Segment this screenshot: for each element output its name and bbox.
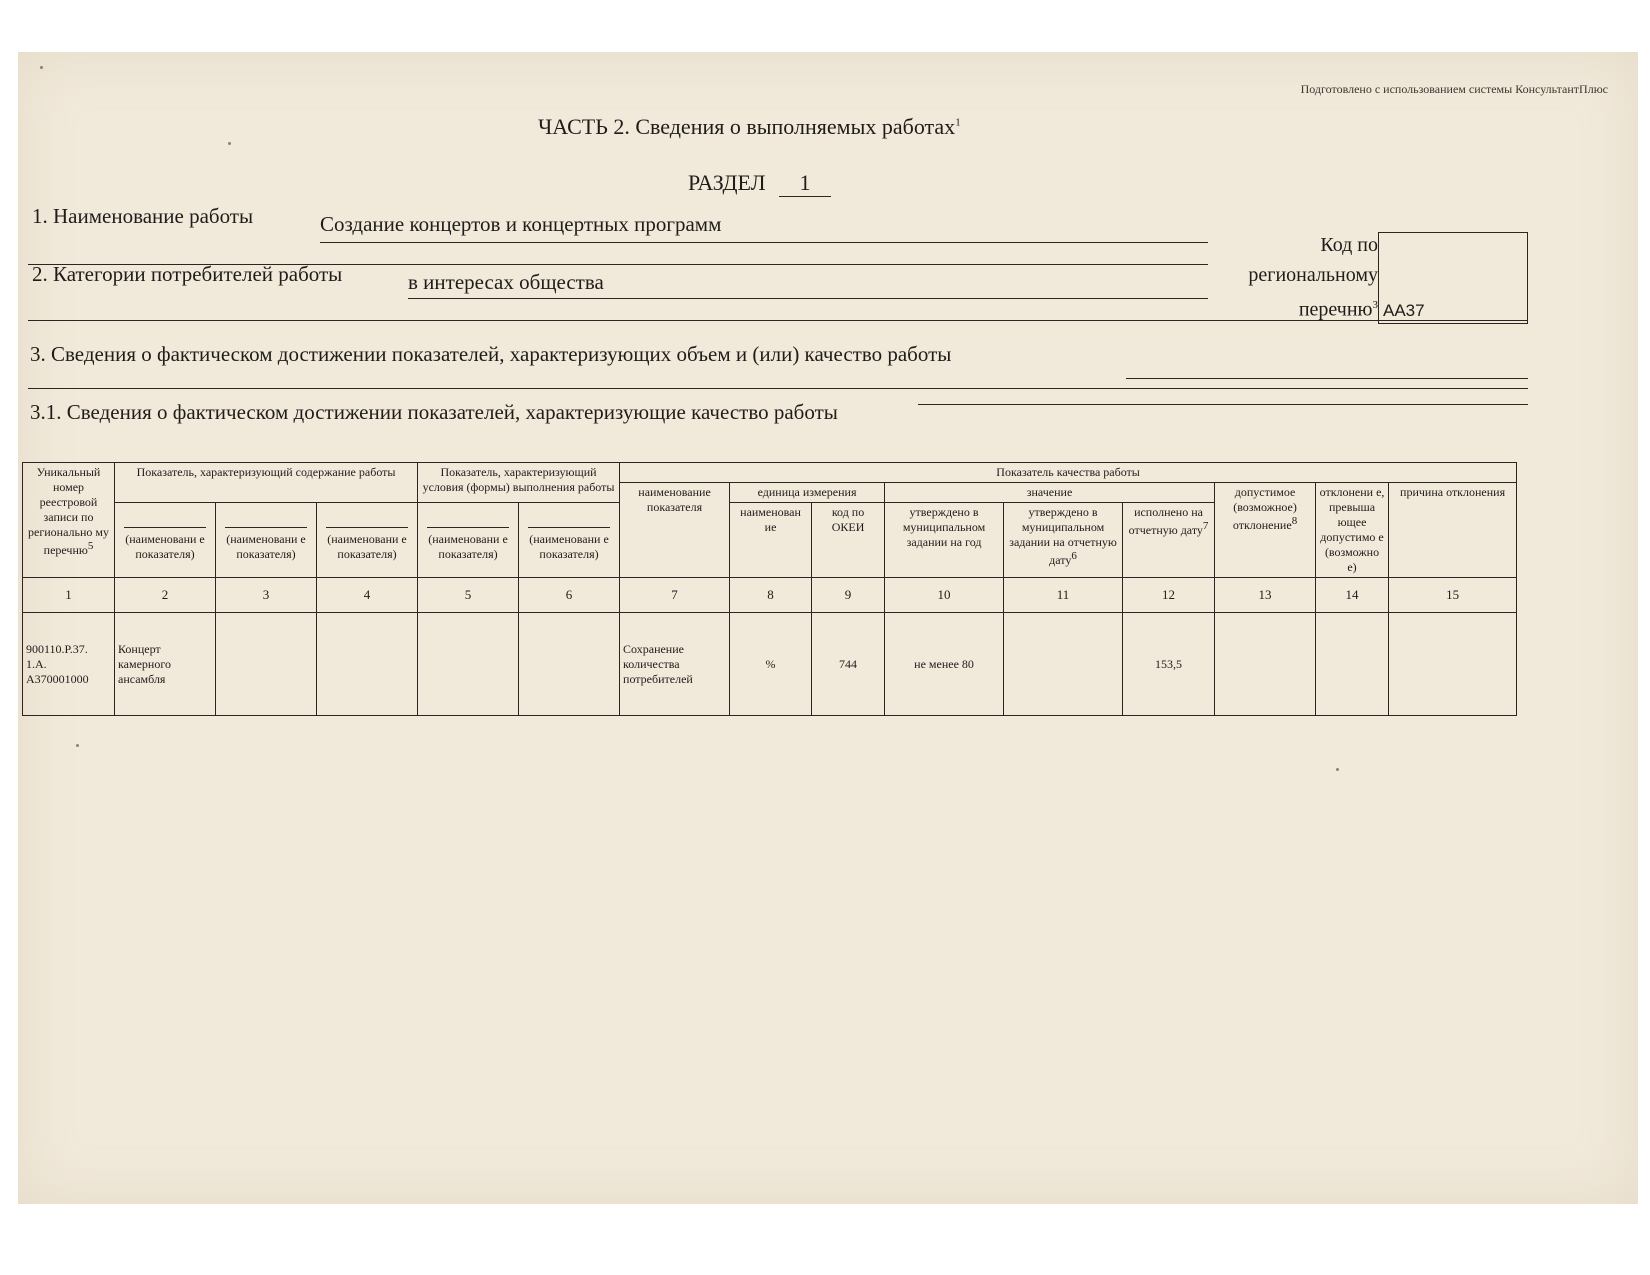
column-number: 1 [23,578,115,613]
header-allowed-deviation [1215,483,1316,578]
part-title-text: ЧАСТЬ 2. Сведения о выполняемых работах [538,114,956,139]
sub-label: (наименовани е показателя) [125,532,205,561]
column-number: 5 [418,578,519,613]
column-number: 4 [317,578,418,613]
header-quality-indicator: Показатель качества работы [620,463,1517,483]
cell-exceeding-deviation [1316,613,1389,716]
region-code-value: АА37 [1383,301,1425,320]
header-content-sub-1 [115,503,216,578]
document-sheet [18,52,1638,1204]
header-unit-name: наименован ие [730,503,812,578]
header-unique-number [23,463,115,578]
cell-deviation-reason [1389,613,1517,716]
header-conditions-indicator: Показатель, характеризующий условия (формы) выполнения работы [418,463,620,503]
consumer-category-label: 2. Категории потребителей работы [32,262,343,286]
scan-speck [40,66,43,69]
header-value-done-text: исполнено на отчетную дату [1128,505,1203,537]
header-content-indicator: Показатель, характеризующий содержание работы [115,463,418,503]
scan-speck [1336,768,1339,771]
cell-content-indicator-3 [317,613,418,716]
sub-blank-line [528,527,610,528]
region-code-label-line1: Код по [1320,234,1378,256]
sub-blank-line [225,527,307,528]
section3-rule [28,388,1528,389]
region-code-label-line3-text: перечню [1298,298,1373,321]
region-code-footnote: 3 [1372,299,1378,311]
work-name-label: 1. Наименование работы [32,204,254,228]
header-exceeding-deviation: отклонени е, превыша ющее допустимо е (возможно е) [1316,483,1389,578]
column-number: 15 [1389,578,1517,613]
section3-underline [1126,378,1528,379]
header-allowed-deviation-footnote: 8 [1291,515,1298,527]
scan-speck [76,744,79,747]
header-value-date-text: утверждено в муниципальном задании на отчетную дату [1009,505,1117,567]
sub-label: (наименовани е показателя) [529,532,609,561]
header-unique-number-footnote: 5 [87,540,94,552]
consultant-watermark: Подготовлено с использованием системы КонсультантПлюс [1300,82,1608,96]
cell-indicator-name: Сохранение количества потребителей [620,613,730,716]
section-label: РАЗДЕЛ [688,170,766,195]
cell-value-year: не менее 80 [885,613,1004,716]
region-code-box [1378,232,1528,324]
column-number: 3 [216,578,317,613]
column-number: 9 [812,578,885,613]
header-value-date [1004,503,1123,578]
header-indicator-name: наименование показателя [620,483,730,578]
cell-allowed-deviation [1215,613,1316,716]
column-number: 6 [519,578,620,613]
consumer-category-value: в интересах общества [408,270,604,294]
column-number: 11 [1004,578,1123,613]
column-number: 2 [115,578,216,613]
cell-conditions-indicator-1 [418,613,519,716]
sub-label: (наименовани е показателя) [428,532,508,561]
header-value-done [1123,503,1215,578]
cell-unit-code: 744 [812,613,885,716]
sub-blank-line [326,527,408,528]
region-code-label-line2: региональному [1248,264,1378,286]
header-value: значение [885,483,1215,503]
column-number: 7 [620,578,730,613]
sub-blank-line [427,527,509,528]
cell-content-indicator-1: Концерт камерного ансамбля [115,613,216,716]
column-number: 13 [1215,578,1316,613]
work-name-value: Создание концертов и концертных программ [320,212,722,236]
table-row [23,613,1517,716]
header-value-done-footnote: 7 [1202,520,1209,532]
cell-unit-name: % [730,613,812,716]
section-number: 1 [779,170,831,197]
section31-rule [918,404,1528,405]
region-code-label-line3 [1198,290,1378,325]
header-deviation-reason: причина отклонения [1389,483,1517,578]
work-name-underline [320,242,1208,243]
column-number: 10 [885,578,1004,613]
column-number-row [23,578,1517,613]
cell-unique-number: 900110.Р.37. 1.А. А370001000 [23,613,115,716]
column-number: 8 [730,578,812,613]
quality-indicators-table [22,462,1517,716]
column-number: 12 [1123,578,1215,613]
header-value-date-footnote: 6 [1071,550,1077,562]
column-number: 14 [1316,578,1389,613]
header-conditions-sub-2 [519,503,620,578]
part-title-footnote: 1 [955,116,961,129]
header-unit-code: код по ОКЕИ [812,503,885,578]
sub-label: (наименовани е показателя) [226,532,306,561]
part-title [538,114,961,140]
consumer-category-underline [408,298,1208,299]
sub-label: (наименовани е показателя) [327,532,407,561]
header-row-1 [23,463,1517,483]
sub-blank-line [124,527,206,528]
header-unit: единица измерения [730,483,885,503]
cell-conditions-indicator-2 [519,613,620,716]
header-content-sub-2 [216,503,317,578]
header-conditions-sub-1 [418,503,519,578]
header-value-year: утверждено в муниципальном задании на год [885,503,1004,578]
header-unique-number-text: Уникальный номер реестровой записи по регионально му перечню [28,465,109,557]
header-allowed-deviation-text: допустимое (возможное) отклонение [1232,485,1297,532]
cell-content-indicator-2 [216,613,317,716]
scan-speck [228,142,231,145]
section31-label: 3.1. Сведения о фактическом достижении показателей, характеризующие качество работы [30,400,838,424]
cell-value-done: 153,5 [1123,613,1215,716]
header-content-sub-3 [317,503,418,578]
region-code-label [1198,230,1378,325]
section-heading [688,170,831,197]
cell-value-date [1004,613,1123,716]
section3-label: 3. Сведения о фактическом достижении показателей, характеризующих объем и (или) качество работы [30,342,952,366]
